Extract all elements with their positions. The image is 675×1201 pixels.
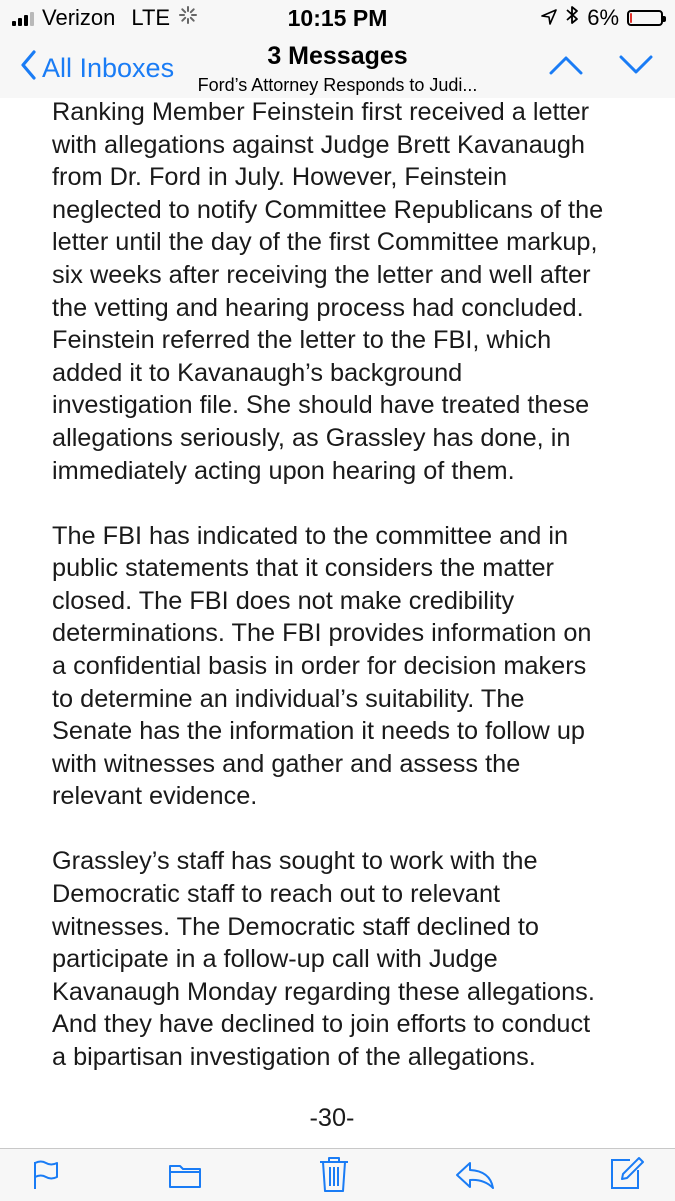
compose-icon (608, 1155, 644, 1191)
email-text-line: letter until the day of the first Committee markup, (52, 228, 598, 257)
thread-subject: Ford’s Attorney Responds to Judi... (197, 75, 478, 95)
thread-count-title: 3 Messages (267, 42, 408, 70)
chevron-down-icon (619, 54, 653, 76)
flag-icon (30, 1159, 62, 1191)
folder-icon (168, 1159, 202, 1191)
network-label: LTE (131, 5, 171, 30)
back-button-label: All Inboxes (42, 53, 175, 83)
email-text-line: Kavanaugh Monday regarding these allegations. (52, 977, 595, 1006)
email-paragraph (52, 96, 652, 487)
email-text-line: to determine an individual’s suitability. The (52, 684, 525, 713)
email-text-line: Ranking Member Feinstein first received a letter (52, 98, 590, 126)
next-message-button[interactable] (619, 54, 653, 81)
email-paragraphs (52, 96, 652, 1074)
clock: 10:15 PM (287, 5, 388, 31)
thread-title-block (170, 42, 505, 96)
email-paragraph (52, 845, 652, 1073)
previous-message-button[interactable] (549, 54, 583, 81)
email-text-line: participate in a follow-up call with Judge (52, 945, 498, 974)
email-text-line: The FBI has indicated to the committee and in (52, 521, 569, 550)
email-text-line: immediately acting upon hearing of them. (52, 456, 515, 485)
location-arrow-icon (541, 5, 557, 31)
battery-level (630, 13, 632, 23)
email-text-line: relevant evidence. (52, 782, 258, 811)
flag-button[interactable] (30, 1159, 62, 1196)
email-text-line: public statements that it considers the matter (52, 554, 554, 583)
reply-icon (454, 1159, 496, 1191)
reply-button[interactable] (454, 1159, 496, 1196)
email-text-line: closed. The FBI does not make credibility (52, 586, 515, 615)
status-right (541, 5, 663, 31)
email-text-line: six weeks after receiving the letter and well after (52, 260, 591, 289)
email-text-line: determinations. The FBI provides information on (52, 619, 592, 648)
email-text-line: added it to Kavanaugh’s background (52, 358, 463, 387)
chevron-left-icon (20, 50, 36, 87)
email-text-line: Grassley’s staff has sought to work with the (52, 847, 538, 876)
chevron-up-icon (549, 54, 583, 76)
bottom-toolbar (0, 1148, 675, 1201)
email-text-line: from Dr. Ford in July. However, Feinstein (52, 163, 508, 192)
bluetooth-icon (565, 5, 579, 31)
email-text-line: the vetting and hearing process had concluded. (52, 293, 584, 322)
message-navigation (549, 54, 653, 81)
end-mark: -30- (309, 1104, 355, 1133)
email-text-line: investigation file. She should have treated these (52, 391, 590, 420)
email-text-line: with witnesses and gather and assess the (52, 749, 521, 778)
status-bar (0, 0, 675, 38)
email-text-line: a confidential basis in order for decision makers (52, 652, 587, 680)
email-text-line: a bipartisan investigation of the allegations. (52, 1043, 536, 1072)
email-text-line: neglected to notify Committee Republicans of the (52, 195, 604, 224)
trash-icon (318, 1155, 350, 1193)
email-text-line: with allegations against Judge Brett Kavanaugh (52, 130, 586, 159)
carrier-label: Verizon (42, 5, 116, 30)
email-text-line: Senate has the information it needs to follow up (52, 717, 585, 746)
compose-button[interactable] (608, 1155, 644, 1196)
trash-button[interactable] (318, 1155, 350, 1198)
email-body (52, 96, 652, 1135)
battery-percent: 6% (587, 5, 619, 30)
email-text-line: Feinstein referred the letter to the FBI, which (52, 326, 552, 355)
email-text-line: witnesses. The Democratic staff declined to (52, 912, 539, 941)
battery-icon (627, 10, 663, 26)
email-paragraph (52, 520, 652, 813)
email-text-line: allegations seriously, as Grassley has done, in (52, 423, 571, 452)
back-button[interactable] (20, 50, 174, 87)
email-text-line: And they have declined to join efforts to conduct (52, 1010, 591, 1039)
message-nav-bar (0, 38, 675, 98)
move-to-folder-button[interactable] (168, 1159, 202, 1196)
email-text-line: Democratic staff to reach out to relevant (52, 880, 501, 909)
